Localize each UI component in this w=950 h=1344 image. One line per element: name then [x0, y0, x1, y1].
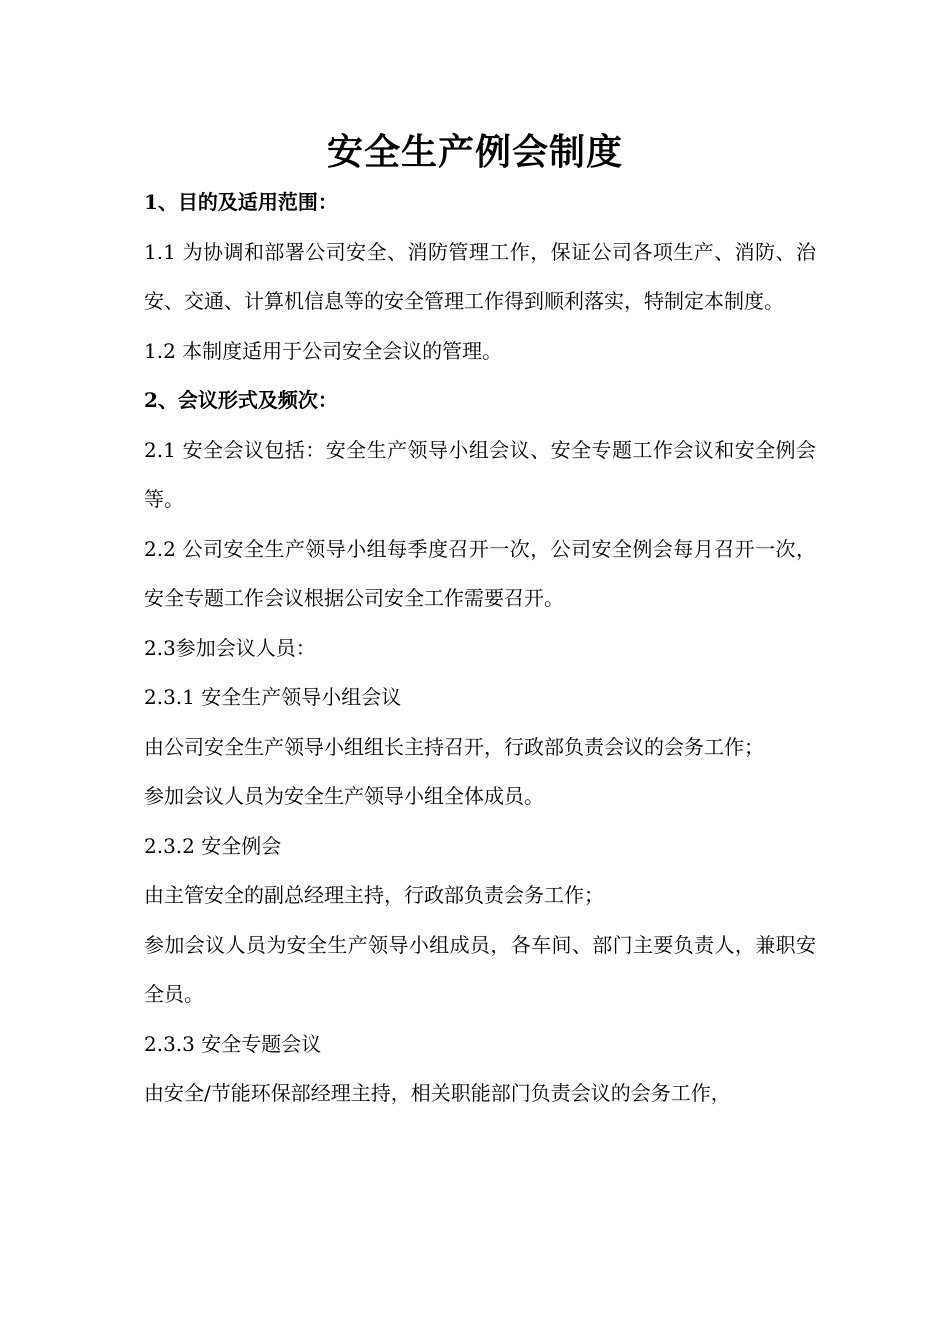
paragraph-2-3-2-title: 2.3.2 安全例会: [144, 833, 282, 858]
paragraph-2-3: 2.3参加会议人员：: [144, 635, 316, 660]
paragraph-1-1: 1.1 为协调和部署公司安全、消防管理工作，保证公司各项生产、消防、治安、交通、计算机信息等的安全管理工作得到顺利落实，特制定本制度。: [144, 239, 816, 313]
section-heading-purpose: 1、目的及适用范围：: [144, 190, 338, 214]
paragraph-2-3-1-attendees: 参加会议人员为安全生产领导小组全体成员。: [144, 784, 544, 808]
paragraph-2-2: 2.2 公司安全生产领导小组每季度召开一次，公司安全例会每月召开一次，安全专题工作会议根据公司安全工作需要召开。: [144, 536, 816, 610]
paragraph-2-3-3-host: 由安全/节能环保部经理主持，相关职能部门负责会议的会务工作，: [144, 1081, 731, 1105]
paragraph-2-3-2-host: 由主管安全的副总经理主持，行政部负责会务工作；: [144, 883, 604, 907]
document-title: 安全生产例会制度: [326, 131, 623, 173]
paragraph-2-3-3-title: 2.3.3 安全专题会议: [144, 1031, 322, 1056]
section-heading-meeting-form: 2、会议形式及频次：: [144, 388, 338, 412]
paragraph-2-3-1-host: 由公司安全生产领导小组组长主持召开，行政部负责会议的会务工作；: [144, 734, 764, 759]
paragraph-2-1: 2.1 安全会议包括：安全生产领导小组会议、安全专题工作会议和安全例会等。: [144, 437, 816, 511]
paragraph-2-3-2-attendees: 参加会议人员为安全生产领导小组成员，各车间、部门主要负责人，兼职安全员。: [144, 932, 816, 1006]
document-body: [144, 178, 816, 1119]
paragraph-1-2: 1.2 本制度适用于公司安全会议的管理。: [144, 338, 503, 363]
paragraph-2-3-1-title: 2.3.1 安全生产领导小组会议: [144, 685, 402, 709]
